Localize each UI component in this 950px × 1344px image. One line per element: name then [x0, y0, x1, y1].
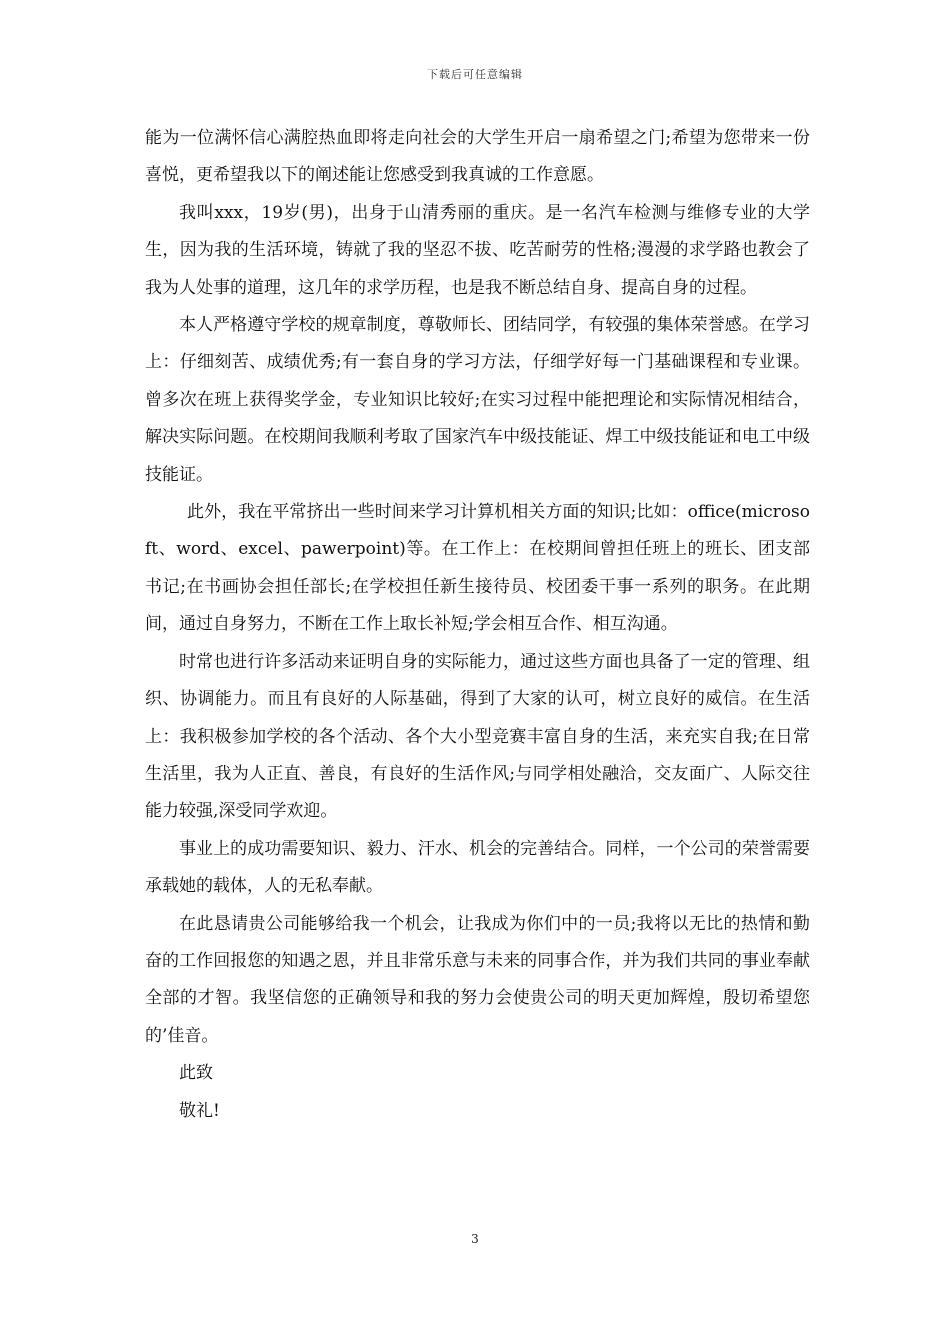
- closing-regards: 敬礼!: [179, 1100, 220, 1121]
- paragraph-success: 事业上的成功需要知识、毅力、汗水、机会的完善结合。同样，一个公司的荣誉需要承载她的载体，人的无私奉献。: [145, 838, 810, 897]
- page-number: 3: [471, 1232, 479, 1246]
- paragraph-opening: 能为一位满怀信心满腔热血即将走向社会的大学生开启一扇希望之门;希望为您带来一份喜悦，更希望我以下的阐述能让您感受到我真诚的工作意愿。: [145, 128, 810, 186]
- paragraph-activities: 时常也进行许多活动来证明自身的实际能力，通过这些方面也具备了一定的管理、组织、协调能力。而且有良好的人际基础，得到了大家的认可，树立良好的威信。在生活上：我积极参加学校的各个活动、各个大小型竞赛丰富自身的生活，来充实自我;在日常生活里，我为人正直、善良，有良好的生活作风;与同学相处融洽，交友面广、人际交往能力较强,深受同学欢迎。: [145, 651, 810, 822]
- paragraph-study: 本人严格遵守学校的规章制度，尊敬师长、团结同学，有较强的集体荣誉感。在学习上：仔细刻苦、成绩优秀;有一套自身的学习方法，仔细学好每一门基础课程和专业课。曾多次在班上获得奖学金，专业知识比较好;在实习过程中能把理论和实际情况相结合，解决实际问题。在校期间我顺利考取了国家汽车中级技能证、焊工中级技能证和电工中级技能证。: [145, 315, 810, 485]
- page-header: 下载后可任意编辑: [427, 68, 523, 81]
- closing-salutation: 此致: [179, 1063, 213, 1084]
- paragraph-request: 在此恳请贵公司能够给我一个机会，让我成为你们中的一员;我将以无比的热情和勤奋的工作回报您的知遇之恩，并且非常乐意与未来的同事合作，并为我们共同的事业奉献全部的才智。我坚信您的正确领导和我的努力会使贵公司的明天更加辉煌，殷切希望您的’佳音。: [145, 913, 810, 1046]
- paragraph-skills-work: 此外，我在平常挤出一些时间来学习计算机相关方面的知识;比如：office(microsoft、word、excel、pawerpoint)等。在工作上：在校期间曾担任班上的班长、团支部书记;在书画协会担任部长;在学校担任新生接待员、校团委干事一系列的职务。在此期间，通过自身努力，不断在工作上取长补短;学会相互合作、相互沟通。: [145, 502, 810, 635]
- letter-body: [145, 120, 810, 1130]
- paragraph-introduction: 我叫xxx，19岁(男)，出身于山清秀丽的重庆。是一名汽车检测与维修专业的大学生，因为我的生活环境，铸就了我的坚忍不拔、吃苦耐劳的性格;漫漫的求学路也教会了我为人处事的道理，这几年的求学历程，也是我不断总结自身、提高自身的过程。: [145, 202, 810, 298]
